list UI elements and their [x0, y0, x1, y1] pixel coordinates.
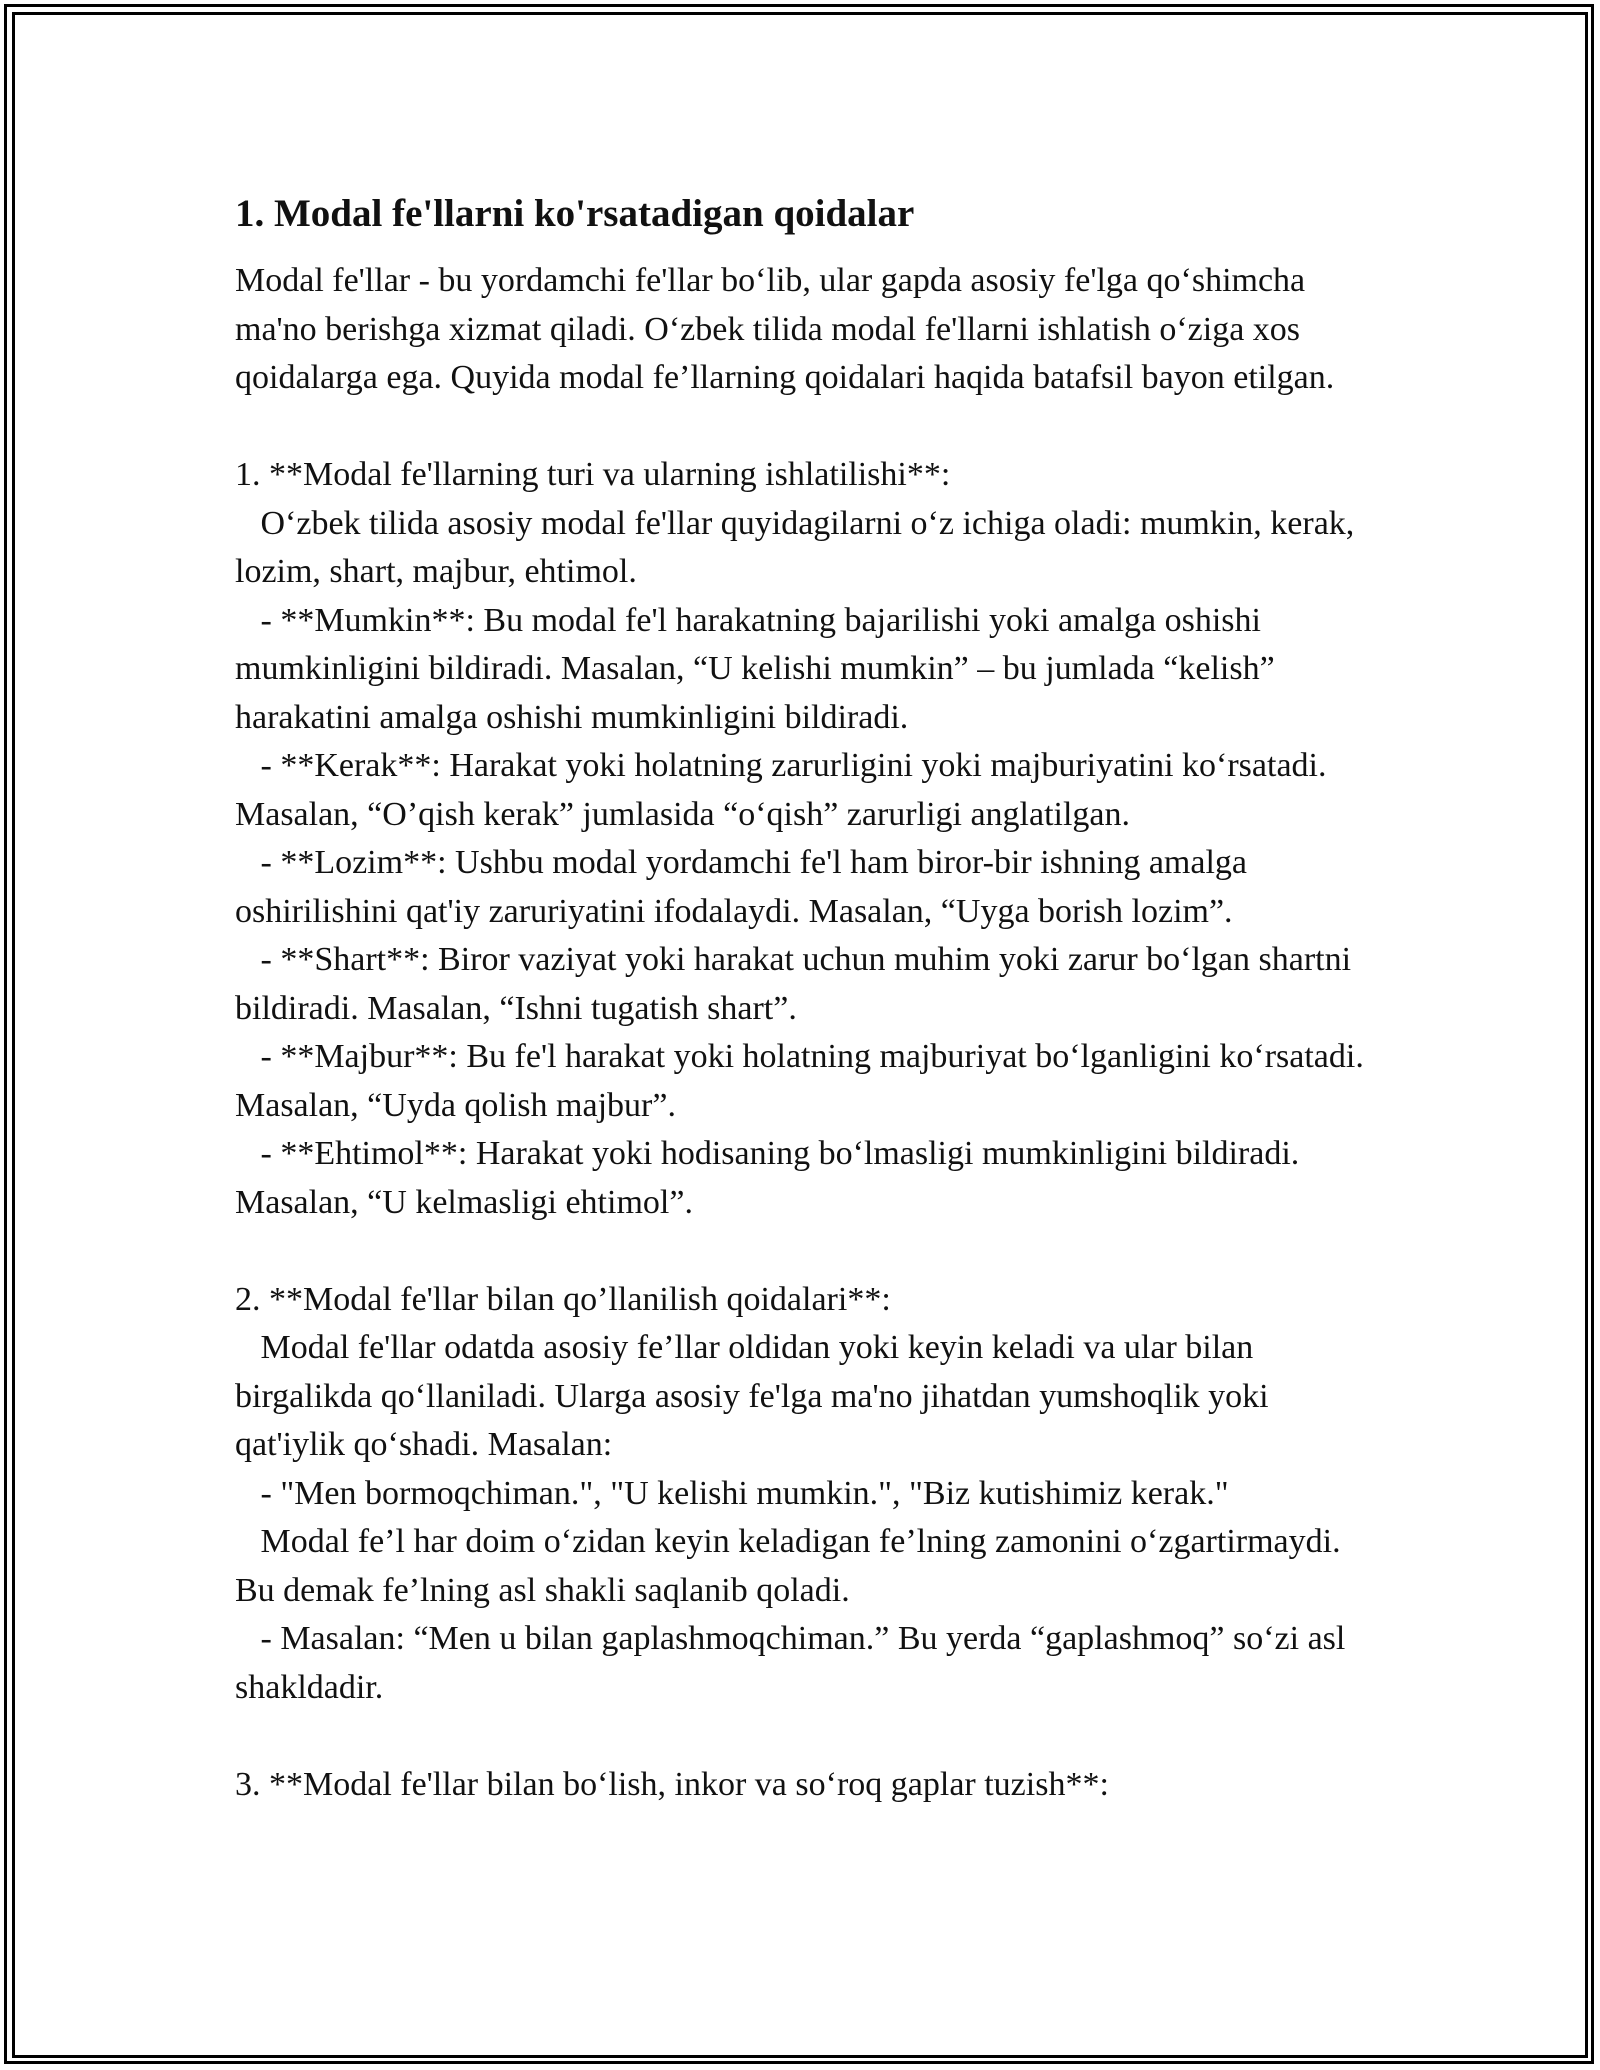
section-1-line-mumkin: - **Mumkin**: Bu modal fe'l harakatning bajarilishi yoki amalga oshishi mumkinligini bildiradi. Masalan, “U kelishi mumkin” – bu jumlada “kelish” harakatini amalga oshishi mumkinligini bildiradi.: [235, 601, 1284, 736]
section-2-line: Modal fe’l har doim o‘zidan keyin keladigan fe’lning zamonini o‘zgartirmaydi. Bu demak fe’lning asl shakli saqlanib qoladi.: [235, 1523, 1350, 1609]
spacer: [235, 1712, 1385, 1761]
spacer: [235, 1227, 1385, 1276]
section-1-line-lozim: - **Lozim**: Ushbu modal yordamchi fe'l ham biror-bir ishning amalga oshirilishini qat'iy zaruriyatini ifodalaydi. Masalan, “Uyga borish lozim”.: [235, 844, 1256, 930]
section-2-heading: 2. **Modal fe'llar bilan qo’llanilish qoidalari**:: [235, 1280, 891, 1318]
document-title: 1. Modal fe'llarni ko'rsatadigan qoidalar: [235, 192, 915, 235]
section-1-line-majbur: - **Majbur**: Bu fe'l harakat yoki holatning majburiyat bo‘lganligini ko‘rsatadi. Masalan, “Uyda qolish majbur”.: [235, 1038, 1373, 1124]
section-1-heading: 1. **Modal fe'llarning turi va ularning ishlatilishi**:: [235, 456, 951, 493]
section-1-line-shart: - **Shart**: Biror vaziyat yoki harakat uchun muhim yoki zarur bo‘lgan shartni bildiradi. Masalan, “Ishni tugatish shart”.: [235, 941, 1360, 1027]
section-1-line: O‘zbek tilida asosiy modal fe'llar quyidagilarni o‘z ichiga oladi: mumkin, kerak, lozim, shart, majbur, ehtimol.: [235, 504, 1363, 590]
section-3-heading: 3. **Modal fe'llar bilan bo‘lish, inkor va so‘roq gaplar tuzish**:: [235, 1765, 1109, 1803]
section-1-line-kerak: - **Kerak**: Harakat yoki holatning zarurligini yoki majburiyatini ko‘rsatadi. Masalan, “O’qish kerak” jumlasida “o‘qish” zarurligi anglatilgan.: [235, 747, 1335, 833]
section-1-line-ehtimol: - **Ehtimol**: Harakat yoki hodisaning bo‘lmasligi mumkinligini bildiradi. Masalan, “U kelmasligi ehtimol”.: [235, 1135, 1308, 1221]
section-2-line-examples: - "Men bormoqchiman.", "U kelishi mumkin.", "Biz kutishimiz kerak.": [235, 1474, 1229, 1512]
spacer: [235, 403, 1385, 452]
document-body: [235, 185, 1385, 1809]
spacer: [235, 243, 1385, 257]
section-2-line-example: - Masalan: “Men u bilan gaplashmoqchiman.” Bu yerda “gaplashmoq” so‘zi asl shakldadir.: [235, 1620, 1354, 1706]
intro-paragraph: Modal fe'llar - bu yordamchi fe'llar bo‘lib, ular gapda asosiy fe'lga qo‘shimcha ma'no berishga xizmat qiladi. O‘zbek tilida modal fe'llarni ishlatish o‘ziga xos qoidalarga ega. Quyida modal fe’llarning qoidalari haqida batafsil bayon etilgan.: [235, 262, 1335, 396]
section-2-line: Modal fe'llar odatda asosiy fe’llar oldidan yoki keyin keladi va ular bilan birgalikda qo‘llaniladi. Ularga asosiy fe'lga ma'no jihatdan yumshoqlik yoki qat'iylik qo‘shadi. Masalan:: [235, 1329, 1278, 1463]
